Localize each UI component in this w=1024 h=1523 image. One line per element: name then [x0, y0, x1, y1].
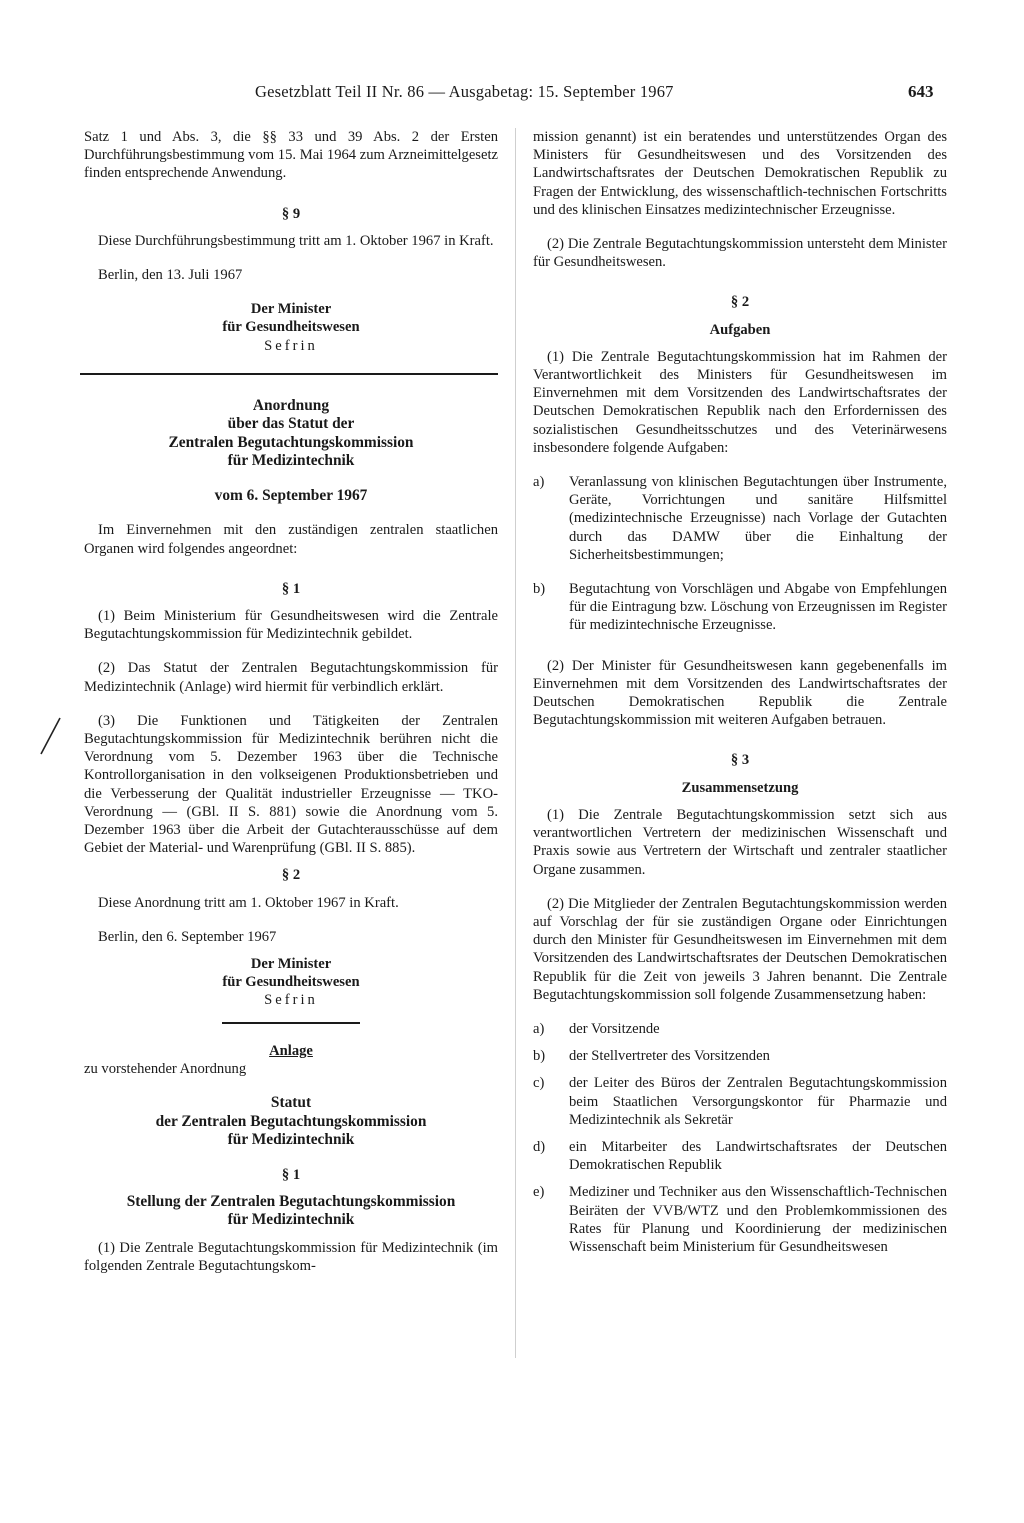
- statute-title-1: Statut: [270, 1094, 312, 1111]
- list-marker: b): [533, 581, 546, 598]
- list-marker: a): [533, 1020, 545, 1037]
- column-divider: [515, 128, 516, 1358]
- list-item: [533, 1183, 947, 1256]
- signature-1-ministry: für Gesundheitswesen: [222, 319, 360, 336]
- section-2-text: Diese Anordnung tritt am 1. Oktober 1967 in Kraft.: [98, 894, 399, 911]
- ordinance-title-2: über das Statut der: [227, 415, 355, 433]
- statute-section-1-title-1: Stellung der Zentralen Begutachtungskommission: [126, 1192, 456, 1210]
- statute-section-3-paragraph-1: (1) Die Zentrale Begutachtungskommission setzt sich aus verantwortlichen Vertretern der medizinischen Wissenschaft und Praxis sowie aus Vertretern der Wirtschaft und zentraler staatlicher Organe zusammen.: [533, 806, 947, 878]
- list-text: Mediziner und Techniker aus den Wissenschaftlich-Technischen Beiräten der VVB/WTZ und den Problemkommissionen des Rates für Planung und Koordinierung der medizinischen Wissenschaft beim Ministerium für Gesundheitswesen: [569, 1184, 947, 1255]
- list-item: [533, 473, 947, 564]
- statute-section-3-heading: § 3: [730, 752, 750, 769]
- list-text: der Leiter des Büros der Zentralen Begutachtungskommission beim Staatlichen Versorgungskontor für Pharmazie und Medizintechnik als Sekretär: [569, 1075, 947, 1128]
- list-item: [533, 1047, 947, 1065]
- signature-2-name: Sefrin: [264, 992, 318, 1009]
- statute-section-1-paragraph-2: (2) Die Zentrale Begutachtungskommission untersteht dem Minister für Gesundheitswesen.: [533, 236, 947, 271]
- list-marker: c): [533, 1075, 545, 1092]
- list-text: Begutachtung von Vorschlägen und Abgabe von Empfehlungen für die Eintragung bzw. Löschung von Erzeugnissen im Register für medizintechnische Erzeugnisse.: [569, 581, 947, 634]
- right-column: [533, 128, 947, 1256]
- list-text: Veranlassung von klinischen Begutachtungen über Instrumente, Geräte, Vorrichtungen und sanitäre Hilfsmittel (medizintechnische Erzeugnisse) nach Vorlage der Gutachten durch das DAMW über die Einhaltung der Sicherheitsbestimmungen;: [569, 474, 947, 563]
- ordinance-title-4: für Medizintechnik: [227, 452, 355, 470]
- page-number: 643: [908, 82, 934, 101]
- statute-section-2-heading: § 2: [730, 294, 750, 311]
- intro-paragraph: Satz 1 und Abs. 3, die §§ 33 und 39 Abs. 2 der Ersten Durchführungsbestimmung vom 15. Mai 1964 zum Arzneimittelgesetz finden entsprechende Anwendung.: [84, 129, 498, 182]
- list-item: [533, 580, 947, 635]
- list-item: [533, 1020, 947, 1038]
- signature-1-title: Der Minister: [250, 301, 332, 318]
- continuation-paragraph: mission genannt) ist ein beratendes und unterstützendes Organ des Ministers für Gesundheitswesen und des Vorsitzenden des Landwirtschaftsrates der Deutschen Demokratischen Republik zu Fragen der Entwicklung, des wissenschaftlich-technischen Fortschritts und des klinischen Einsatzes medizintechnischer Erzeugnisse.: [533, 129, 947, 218]
- tasks-list: [533, 473, 947, 635]
- section-1-paragraph-3: (3) Die Funktionen und Tätigkeiten der Zentralen Begutachtungskommission für Medizintechnik berühren nicht die Verordnung vom 5. Dezember 1963 über die Technische Kontrollorganisation in den volkseigenen Produktionsbetrieben und die Verbesserung der Qualität industrieller Erzeugnisse — TKO-Verordnung — (GBl. II S. 881) sowie die Anordnung vom 5. Dezember 1963 über die Arbeit der Gutachterausschüsse auf dem Gebiet der Material- und Warenprüfung (GBl. II S. 885).: [84, 712, 498, 857]
- short-divider: [222, 1022, 360, 1024]
- list-marker: d): [533, 1138, 546, 1155]
- ordinance-title-3: Zentralen Begutachtungskommission: [168, 433, 414, 451]
- list-text: ein Mitarbeiter des Landwirtschaftsrates der Deutschen Demokratischen Republik: [569, 1138, 947, 1174]
- section-1-heading: § 1: [281, 580, 301, 597]
- members-list: [533, 1020, 947, 1256]
- ordinance-title-1: Anordnung: [252, 396, 330, 414]
- list-text: der Vorsitzende: [569, 1020, 660, 1037]
- ordinance-date: vom 6. September 1967: [214, 486, 368, 504]
- annex-heading: Anlage: [269, 1042, 313, 1059]
- signature-1-name: Sefrin: [264, 337, 318, 354]
- section-9-heading: § 9: [281, 205, 301, 222]
- signature-2-title: Der Minister: [250, 955, 332, 972]
- statute-title-3: für Medizintechnik: [227, 1131, 355, 1148]
- preamble: Im Einvernehmen mit den zuständigen zentralen staatlichen Organen wird folgendes angeordnet:: [84, 522, 498, 557]
- section-1-paragraph-1: (1) Beim Ministerium für Gesundheitswesen wird die Zentrale Begutachtungskommission für Medizintechnik gebildet.: [84, 607, 498, 643]
- list-marker: a): [533, 474, 545, 491]
- list-marker: e): [533, 1184, 545, 1201]
- list-item: [533, 1138, 947, 1174]
- statute-section-1-heading: § 1: [281, 1166, 301, 1183]
- list-marker: b): [533, 1048, 546, 1065]
- statute-section-2-title: Aufgaben: [709, 321, 771, 338]
- statute-section-3-paragraph-2: (2) Die Mitglieder der Zentralen Begutachtungskommission werden auf Vorschlag der für sie zuständigen Organe oder Einrichtungen durch den Minister für Gesundheitswesen im Einvernehmen mit dem Vorsitzenden des Landwirtschaftsrates der Deutschen Demokratischen Republik für die Zeit von jeweils 3 Jahren benannt. Die Zentrale Begutachtungskommission soll folgende Zusammensetzung haben:: [533, 895, 947, 1003]
- statute-title-2: der Zentralen Begutachtungskommission: [155, 1112, 427, 1130]
- list-item: [533, 1074, 947, 1129]
- annex-subtitle: zu vorstehender Anordnung: [84, 1060, 247, 1077]
- statute-section-1-title-2: für Medizintechnik: [227, 1211, 355, 1229]
- margin-pen-mark: [38, 716, 64, 756]
- page-header: [0, 78, 1024, 108]
- section-1-paragraph-2: (2) Das Statut der Zentralen Begutachtungskommission für Medizintechnik (Anlage) wird hiermit für verbindlich erklärt.: [84, 660, 498, 695]
- place-date-1: Berlin, den 13. Juli 1967: [98, 267, 243, 284]
- place-date-2: Berlin, den 6. September 1967: [98, 928, 277, 945]
- left-column: [84, 128, 498, 1275]
- statute-section-3-title: Zusammensetzung: [681, 779, 799, 796]
- signature-2-ministry: für Gesundheitswesen: [222, 974, 360, 991]
- section-2-heading: § 2: [281, 867, 301, 884]
- statute-section-2-paragraph-1: (1) Die Zentrale Begutachtungskommission hat im Rahmen der Verantwortlichkeit des Ministers für Gesundheitswesen im Einvernehmen mit dem Vorsitzenden des Landwirtschaftsrates der Deutschen Demokratischen Republik nach den Erfordernissen des sozialistischen Gesundheitsschutzes und des Veterinärwesens insbesondere folgende Aufgaben:: [533, 348, 947, 456]
- list-text: der Stellvertreter des Vorsitzenden: [569, 1048, 770, 1065]
- statute-section-2-paragraph-2: (2) Der Minister für Gesundheitswesen kann gegebenenfalls im Einvernehmen mit dem Vorsitzenden des Landwirtschaftsrates der Deutschen Demokratischen Republik die Zentrale Begutachtungskommission mit weiteren Aufgaben betrauen.: [533, 657, 947, 729]
- header-title: Gesetzblatt Teil II Nr. 86 — Ausgabetag: 15. September 1967: [255, 82, 674, 101]
- section-9-text: Diese Durchführungsbestimmung tritt am 1. Oktober 1967 in Kraft.: [98, 232, 494, 249]
- section-divider: [80, 373, 498, 375]
- statute-section-1-paragraph-1: (1) Die Zentrale Begutachtungskommission für Medizintechnik (im folgenden Zentrale Begutachtungskom-: [84, 1239, 498, 1274]
